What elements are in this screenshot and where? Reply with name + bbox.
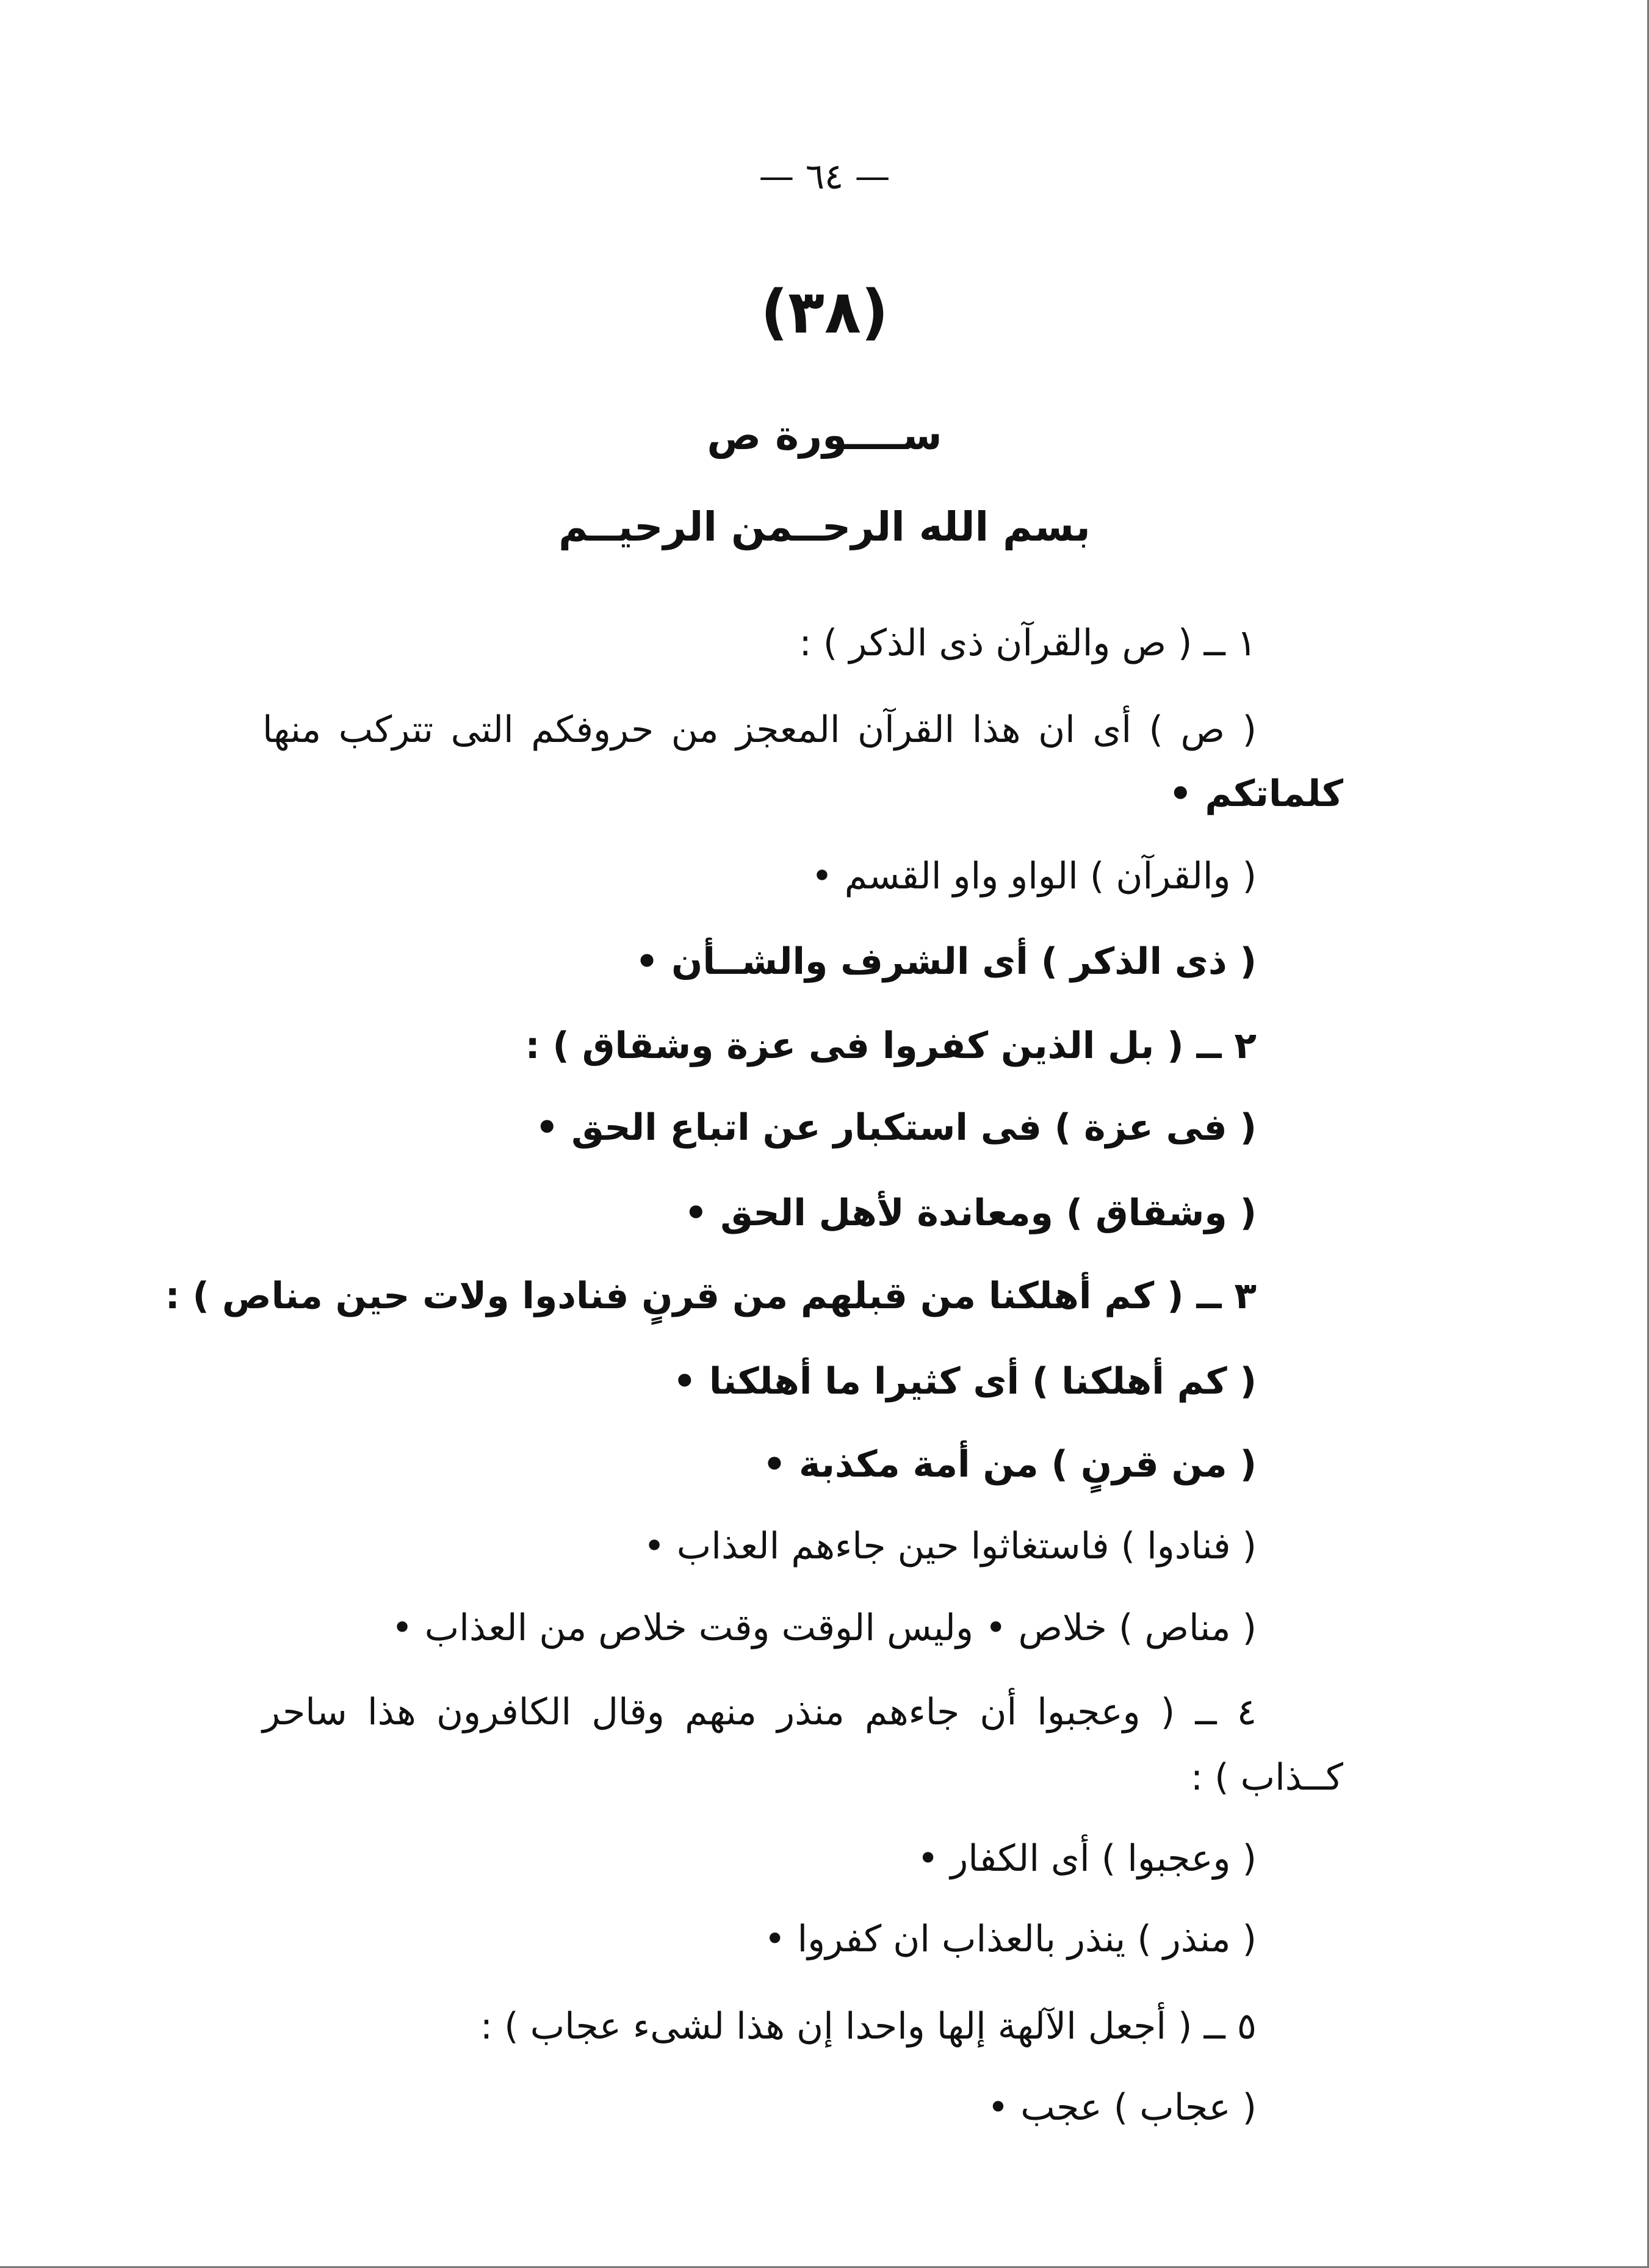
verse-3-note-ahlakna: ( كم أهلكنا ) أى كثيرا ما أهلكنا • <box>673 1360 1257 1403</box>
chapter-number: (٣٨) <box>760 278 889 347</box>
verse-2-heading: ٢ ــ ( بل الذين كفروا فى عزة وشقاق ) : <box>525 1024 1257 1067</box>
verse-3-heading: ٣ ــ ( كم أهلكنا من قبلهم من قرنٍ فنادوا ولات حين مناص ) : <box>165 1275 1257 1317</box>
verse-3-note-manas: ( مناص ) خلاص • وليس الوقت وقت خلاص من العذاب • <box>391 1607 1257 1649</box>
verse-4-note-ajibu: ( وعجبوا ) أى الكفار • <box>917 1837 1257 1880</box>
verse-3-note-fanadaw: ( فنادوا ) فاستغاثوا حين جاءهم العذاب • <box>643 1525 1257 1568</box>
verse-2-note-izza: ( فى عزة ) فى استكبار عن اتباع الحق • <box>535 1106 1257 1149</box>
verse-4-heading: ٤ ــ ( وعجبوا أن جاءهم منذر منهم وقال الكافرون هذا ساحر <box>262 1691 1257 1733</box>
verse-1-heading: ١ ــ ( ص والقرآن ذى الذكر ) : <box>799 622 1257 664</box>
verse-4-note-mundhir: ( منذر ) ينذر بالعذاب ان كفروا • <box>764 1918 1257 1960</box>
verse-1-note-dhikr: ( ذى الذكر ) أى الشرف والشــأن • <box>635 940 1257 983</box>
verse-5-heading: ٥ ــ ( أجعل الآلهة إلها واحدا إن هذا لشىء عجاب ) : <box>480 2005 1257 2048</box>
verse-1-explanation-continued: كلماتكم • <box>1169 772 1343 815</box>
verse-2-note-shiqaq: ( وشقاق ) ومعاندة لأهل الحق • <box>684 1192 1257 1234</box>
verse-1-note-quran: ( والقرآن ) الواو واو القسم • <box>811 855 1257 898</box>
basmala: بسم الله الرحــمن الرحيــم <box>558 503 1091 550</box>
verse-3-note-qarn: ( من قرنٍ ) من أمة مكذبة • <box>762 1443 1257 1486</box>
page-number: — ٦٤ — <box>759 156 890 197</box>
verse-1-explanation: ( ص ) أى ان هذا القرآن المعجز من حروفكم التى تتركب منها <box>262 708 1257 751</box>
verse-5-note-ujab: ( عجاب ) عجب • <box>987 2086 1257 2129</box>
verse-4-heading-continued: كــذاب ) : <box>1190 1756 1343 1799</box>
surah-title: ســــورة ص <box>707 412 942 459</box>
